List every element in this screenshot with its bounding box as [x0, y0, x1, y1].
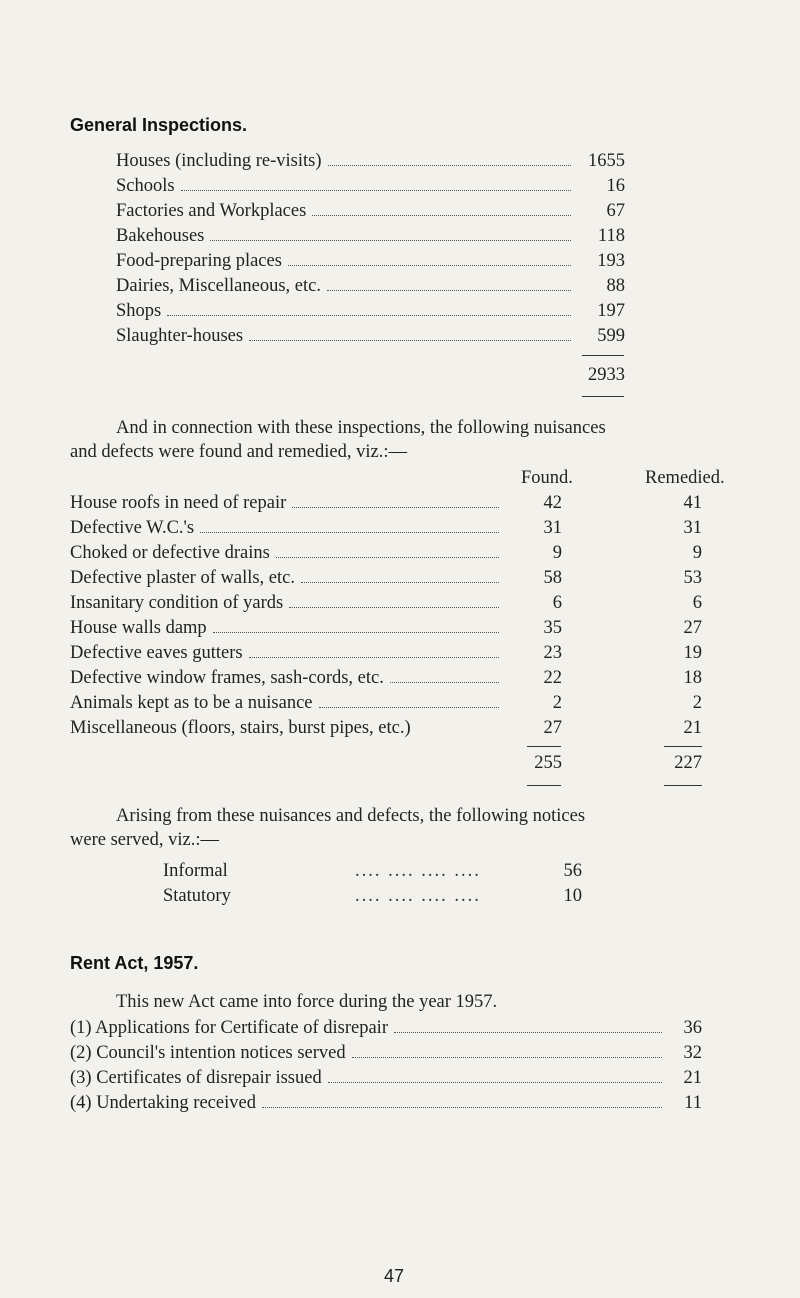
remedied-value: 9 [692, 543, 702, 563]
list-item-value: 11 [684, 1093, 702, 1113]
table-row: Defective eaves gutters [70, 642, 505, 664]
notices-intro-line2: were served, viz.:— [70, 830, 219, 850]
remedied-value: 6 [692, 593, 702, 613]
column-header-remedied: Remedied. [645, 468, 725, 488]
notice-value-informal: 56 [563, 861, 582, 881]
notices-intro-line1: Arising from these nuisances and defects, the following notices [116, 806, 586, 826]
table-row: Choked or defective drains [70, 542, 505, 564]
rent-act-heading: Rent Act, 1957. [70, 953, 199, 973]
found-value: 2 [552, 693, 562, 713]
list-item-value: 599 [597, 326, 625, 346]
found-value: 22 [543, 668, 562, 688]
found-value: 9 [552, 543, 562, 563]
list-item-value: 36 [683, 1018, 702, 1038]
table-row: House walls damp [70, 617, 505, 639]
remedied-value: 19 [683, 643, 702, 663]
rent-act-intro: This new Act came into force during the year 1957. [116, 992, 498, 1012]
nuisances-intro-line2: and defects were found and remedied, viz.:— [70, 442, 407, 462]
remedied-value: 2 [692, 693, 702, 713]
list-item: Bakehouses [116, 225, 577, 247]
remedied-value: 18 [683, 668, 702, 688]
found-total: 255 [534, 753, 562, 773]
remedied-total-rule-top [664, 746, 702, 747]
total-rule-bottom [582, 396, 624, 397]
list-item-value: 193 [597, 251, 625, 271]
found-value: 42 [543, 493, 562, 513]
notice-value-statutory: 10 [563, 886, 582, 906]
found-value: 27 [543, 718, 562, 738]
nuisances-intro-line1: And in connection with these inspections, the following nuisances [116, 418, 606, 438]
remedied-value: 21 [683, 718, 702, 738]
remedied-total-rule-bottom [664, 785, 702, 786]
table-row: Insanitary condition of yards [70, 592, 505, 614]
table-row: Defective plaster of walls, etc. [70, 567, 505, 589]
column-header-found: Found. [521, 468, 573, 488]
general-inspections-total: 2933 [588, 365, 625, 385]
total-rule-top [582, 355, 624, 356]
remedied-value: 41 [683, 493, 702, 513]
list-item-value: 88 [606, 276, 625, 296]
found-value: 58 [543, 568, 562, 588]
notice-label-informal: Informal [163, 861, 228, 881]
list-item-value: 67 [606, 201, 625, 221]
list-item-value: 118 [597, 226, 625, 246]
table-row: Miscellaneous (floors, stairs, burst pipes, etc.) [70, 718, 411, 738]
notice-separator: .... .... .... .... [355, 886, 481, 906]
found-value: 31 [543, 518, 562, 538]
list-item-value: 32 [683, 1043, 702, 1063]
list-item: Slaughter-houses [116, 325, 577, 347]
list-item: Food-preparing places [116, 250, 577, 272]
list-item-value: 1655 [588, 151, 625, 171]
page-number: 47 [384, 1266, 405, 1286]
list-item: Houses (including re-visits) [116, 150, 577, 172]
general-inspections-heading: General Inspections. [70, 115, 248, 135]
table-row: Animals kept as to be a nuisance [70, 692, 505, 714]
remedied-value: 53 [683, 568, 702, 588]
found-total-rule-top [527, 746, 561, 747]
list-item: (4) Undertaking received [70, 1092, 668, 1114]
notice-label-statutory: Statutory [163, 886, 231, 906]
remedied-total: 227 [674, 753, 702, 773]
list-item: (1) Applications for Certificate of disrepair [70, 1017, 668, 1039]
remedied-value: 27 [683, 618, 702, 638]
found-value: 23 [543, 643, 562, 663]
list-item: Dairies, Miscellaneous, etc. [116, 275, 577, 297]
list-item: (3) Certificates of disrepair issued [70, 1067, 668, 1089]
list-item-value: 197 [597, 301, 625, 321]
list-item: Schools [116, 175, 577, 197]
list-item: Shops [116, 300, 577, 322]
list-item: (2) Council's intention notices served [70, 1042, 668, 1064]
found-value: 35 [543, 618, 562, 638]
list-item: Factories and Workplaces [116, 200, 577, 222]
found-total-rule-bottom [527, 785, 561, 786]
found-value: 6 [552, 593, 562, 613]
notice-separator: .... .... .... .... [355, 861, 481, 881]
table-row: Defective window frames, sash-cords, etc. [70, 667, 505, 689]
list-item-value: 21 [683, 1068, 702, 1088]
table-row: House roofs in need of repair [70, 492, 505, 514]
list-item-value: 16 [606, 176, 625, 196]
remedied-value: 31 [683, 518, 702, 538]
table-row: Defective W.C.'s [70, 517, 505, 539]
